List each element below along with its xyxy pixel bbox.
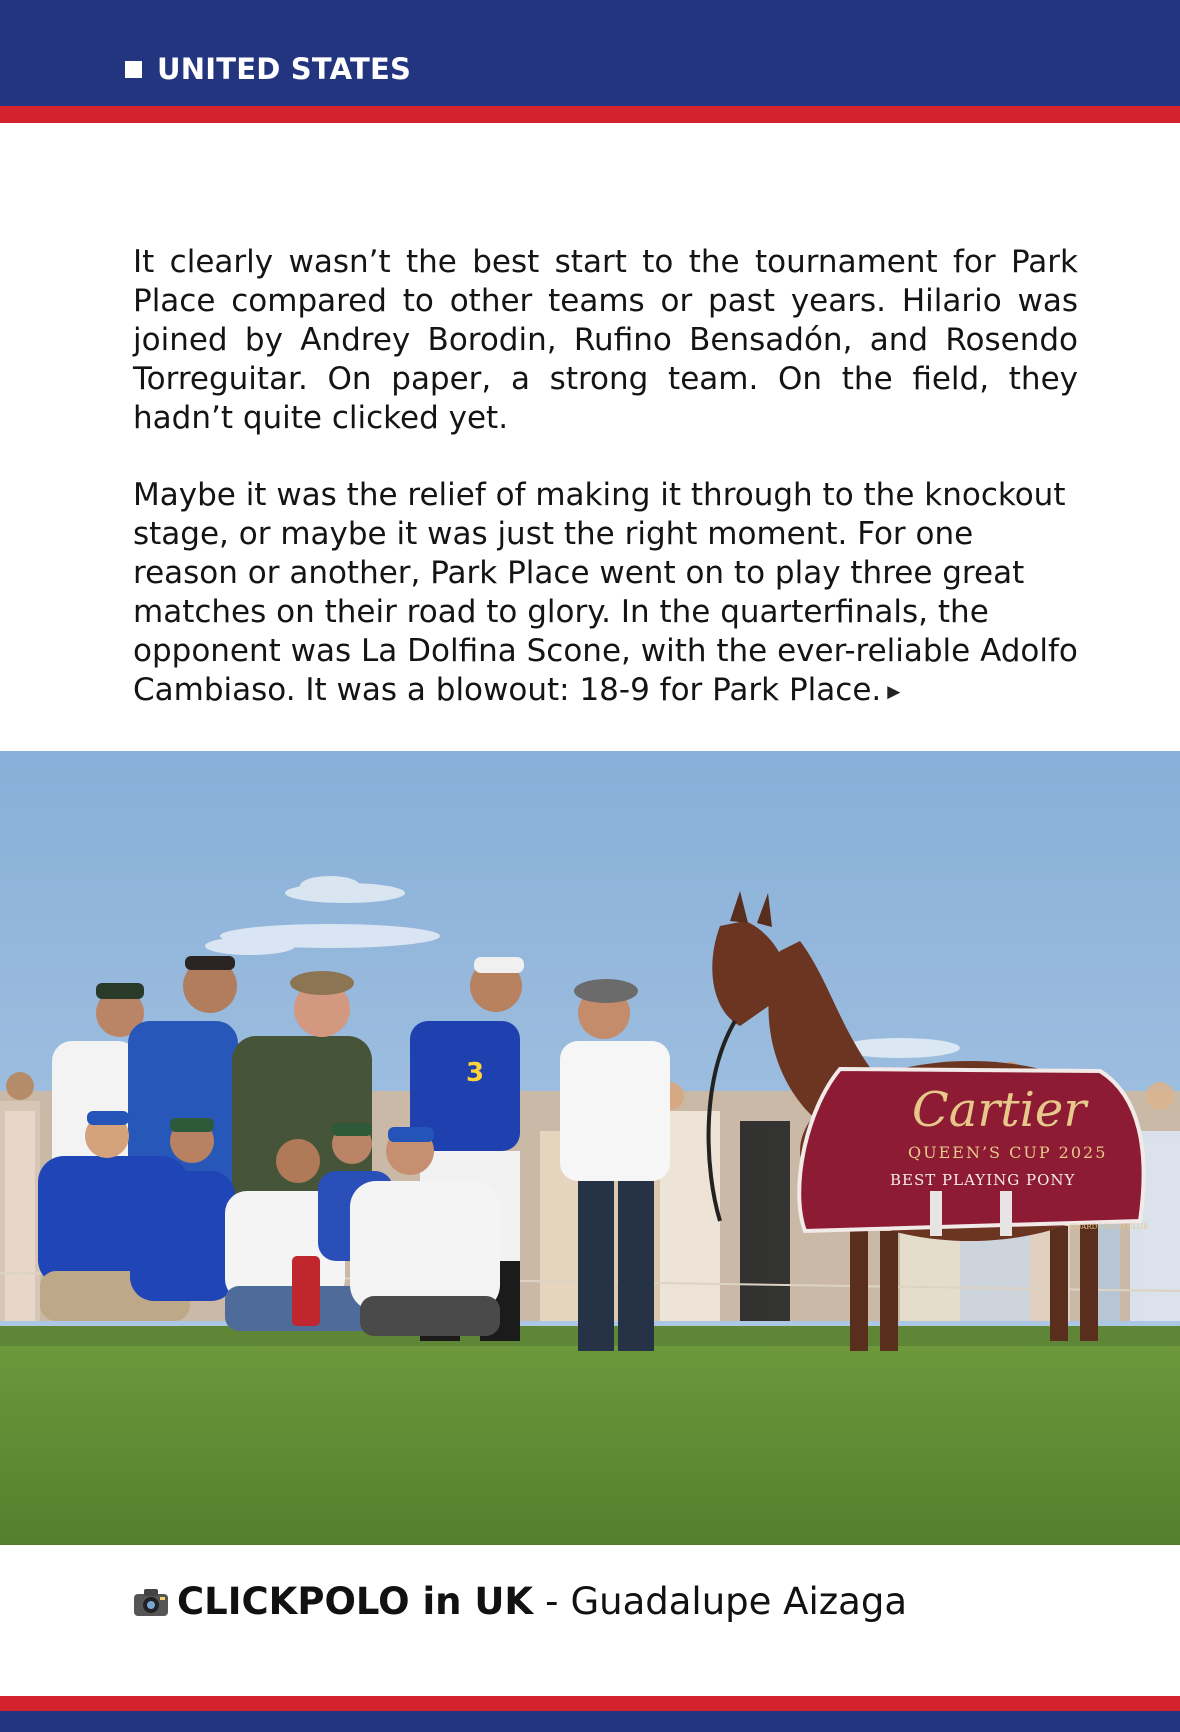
blanket-crest: GUARDS POLO CLUB (1070, 1223, 1148, 1231)
page-footer (0, 1711, 1180, 1732)
horse-blanket (799, 1069, 1148, 1236)
section-label (125, 52, 411, 86)
caption-brand: CLICKPOLO in UK (177, 1580, 534, 1623)
article-paragraph-2-text: Maybe it was the relief of making it through to the knockout stage, or maybe it was just the right moment. For one reason or another, Park Place went on to play three great matches on their road to glory. In the quarterfinals, the opponent was La Dolfina Scone, with the ever-reliable Adolfo Cambiaso. It was a blowout: 18-9 for Park Place. (133, 477, 1078, 708)
section-title: UNITED STATES (157, 52, 412, 86)
blanket-event: QUEEN’S CUP 2025 (908, 1143, 1108, 1162)
photo-caption (133, 1580, 907, 1623)
article-paragraph-1: It clearly wasn’t the best start to the tournament for Park Place compared to other teams or past years. Hilario was joined by Andrey Borodin, Rufino Bensadón, and Rosendo Torreguitar. On paper, a strong team. On the field, they hadn’t quite clicked yet. (133, 244, 1078, 436)
header-red-stripe (0, 106, 1180, 123)
caption-separator: - (545, 1580, 559, 1623)
team-photo (0, 751, 1180, 1545)
article-paragraph-2 (133, 476, 1078, 712)
blanket-award: BEST PLAYING PONY (890, 1171, 1076, 1189)
continue-arrow-icon: ▶ (887, 682, 901, 702)
footer-red-stripe (0, 1696, 1180, 1711)
caption-photographer: Guadalupe Aizaga (570, 1580, 908, 1623)
page-header (0, 0, 1180, 106)
section-square-icon (125, 61, 142, 78)
blanket-brand: Cartier (912, 1082, 1087, 1138)
team-photo-illustration (0, 751, 1180, 1545)
article-body (133, 243, 1078, 712)
camera-icon (133, 1586, 169, 1618)
jersey-number: 3 (466, 1058, 485, 1088)
